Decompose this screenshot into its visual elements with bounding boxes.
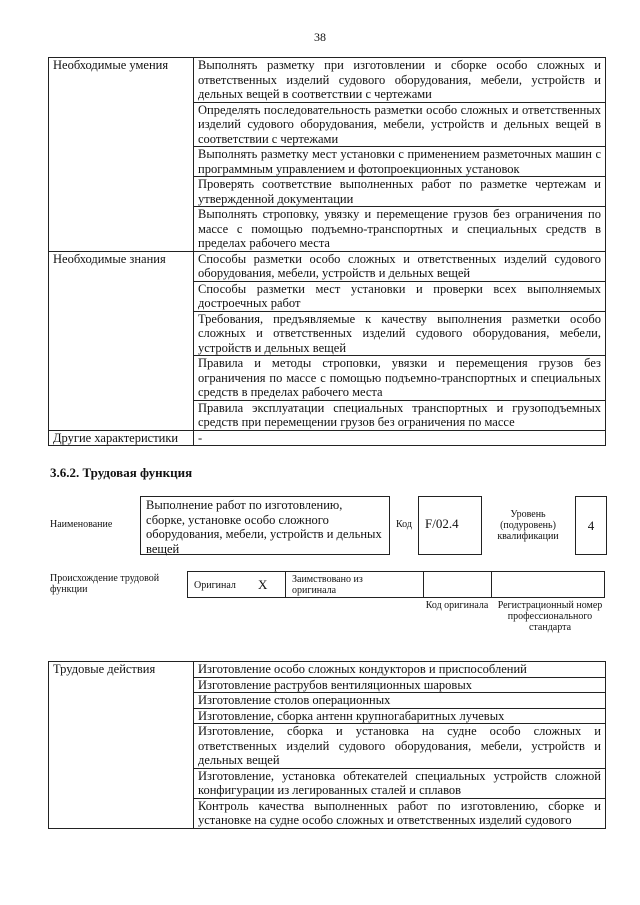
origin-label: Происхождение трудовой функции xyxy=(50,573,160,595)
original-code-cell xyxy=(424,572,492,597)
origin-row xyxy=(187,571,605,598)
original-mark: X xyxy=(258,577,268,592)
function-code-box xyxy=(418,496,482,555)
other-item: - xyxy=(194,430,606,446)
level-label: Уровень (подуровень) квалификации xyxy=(497,509,559,542)
row-label-other: Другие характеристики xyxy=(49,430,194,446)
knowledge-item: Способы разметки мест установки и проверки всех выполняемых достроечных работ xyxy=(194,281,606,311)
action-item: Контроль качества выполненных работ по изготовлению, сборке и установке на судне особо сложных и ответственных изделий судового xyxy=(194,798,606,828)
skill-item: Выполнять разметку при изготовлении и сборке особо сложных и ответственных изделий судового оборудования, мебели, устройств и дельных вещей в соответствии с чертежами xyxy=(194,58,606,103)
action-item: Изготовление, установка обтекателей специальных устройств сложной конфигурации из легированных сталей и сплавов xyxy=(194,768,606,798)
action-item: Изготовление, сборка антенн крупногабаритных лучевых xyxy=(194,708,606,724)
level-value: 4 xyxy=(587,518,595,533)
original-label: Оригинал xyxy=(194,580,236,591)
function-name-box xyxy=(140,496,390,555)
action-item: Изготовление особо сложных кондукторов и приспособлений xyxy=(194,662,606,678)
section-title: 3.6.2. Трудовая функция xyxy=(50,465,193,480)
labour-actions-table xyxy=(48,661,606,829)
action-item: Изготовление раструбов вентиляционных шаровых xyxy=(194,677,606,693)
function-code: F/02.4 xyxy=(425,516,459,531)
skills-knowledge-table xyxy=(48,57,606,446)
table-row xyxy=(49,58,606,103)
action-item: Изготовление, сборка и установка на судне особо сложных и ответственных изделий судового оборудования, мебели, устройств и дельных вещей xyxy=(194,724,606,769)
reg-caption: Регистрационный номер профессионального стандарта xyxy=(497,600,603,633)
code-caption: Код оригинала xyxy=(425,600,489,611)
skill-item: Проверять соответствие выполненных работ по разметке чертежам и утвержденной документации xyxy=(194,177,606,207)
code-label: Код xyxy=(396,519,412,530)
borrowed-label: Заимствовано из оригинала xyxy=(292,574,363,596)
skill-item: Определять последовательность разметки особо сложных и ответственных изделий судового оборудования, мебели, устройств и дельных вещей в соответствии с чертежами xyxy=(194,102,606,147)
action-item: Изготовление столов операционных xyxy=(194,693,606,709)
reg-number-cell xyxy=(492,572,604,597)
page-number: 38 xyxy=(314,30,326,44)
knowledge-item: Требования, предъявляемые к качеству выполнения разметки особо сложных и ответственных изделий судового оборудования, мебели, устройств и дельных вещей xyxy=(194,311,606,356)
knowledge-item: Правила эксплуатации специальных транспортных и грузоподъемных средств при перемещении грузов без ограничения по массе xyxy=(194,400,606,430)
skill-item: Выполнять разметку мест установки с применением разметочных машин с программным управлением и фотопроекционных установок xyxy=(194,147,606,177)
table-row xyxy=(49,662,606,678)
row-label-actions: Трудовые действия xyxy=(49,662,194,829)
knowledge-item: Способы разметки особо сложных и ответственных изделий судового оборудования, мебели, устройств и дельных вещей xyxy=(194,251,606,281)
row-label-skills: Необходимые умения xyxy=(49,58,194,252)
skill-item: Выполнять строповку, увязку и перемещение грузов без ограничения по массе с помощью подъемно-транспортных и специальных средств в пределах рабочего места xyxy=(194,207,606,252)
original-cell xyxy=(188,572,286,597)
row-label-knowledge: Необходимые знания xyxy=(49,251,194,430)
table-row xyxy=(49,251,606,281)
name-label: Наименование xyxy=(50,519,113,530)
knowledge-item: Правила и методы строповки, увязки и перемещения грузов без ограничения по массе с помощью подъемно-транспортных и специальных средств в пределах рабочего места xyxy=(194,356,606,401)
function-name: Выполнение работ по изготовлению, сборке, установке особо сложного оборудования, мебели, устройств и дельных вещей xyxy=(146,498,382,556)
borrowed-cell xyxy=(286,572,424,597)
table-row xyxy=(49,430,606,446)
level-box xyxy=(575,496,607,555)
